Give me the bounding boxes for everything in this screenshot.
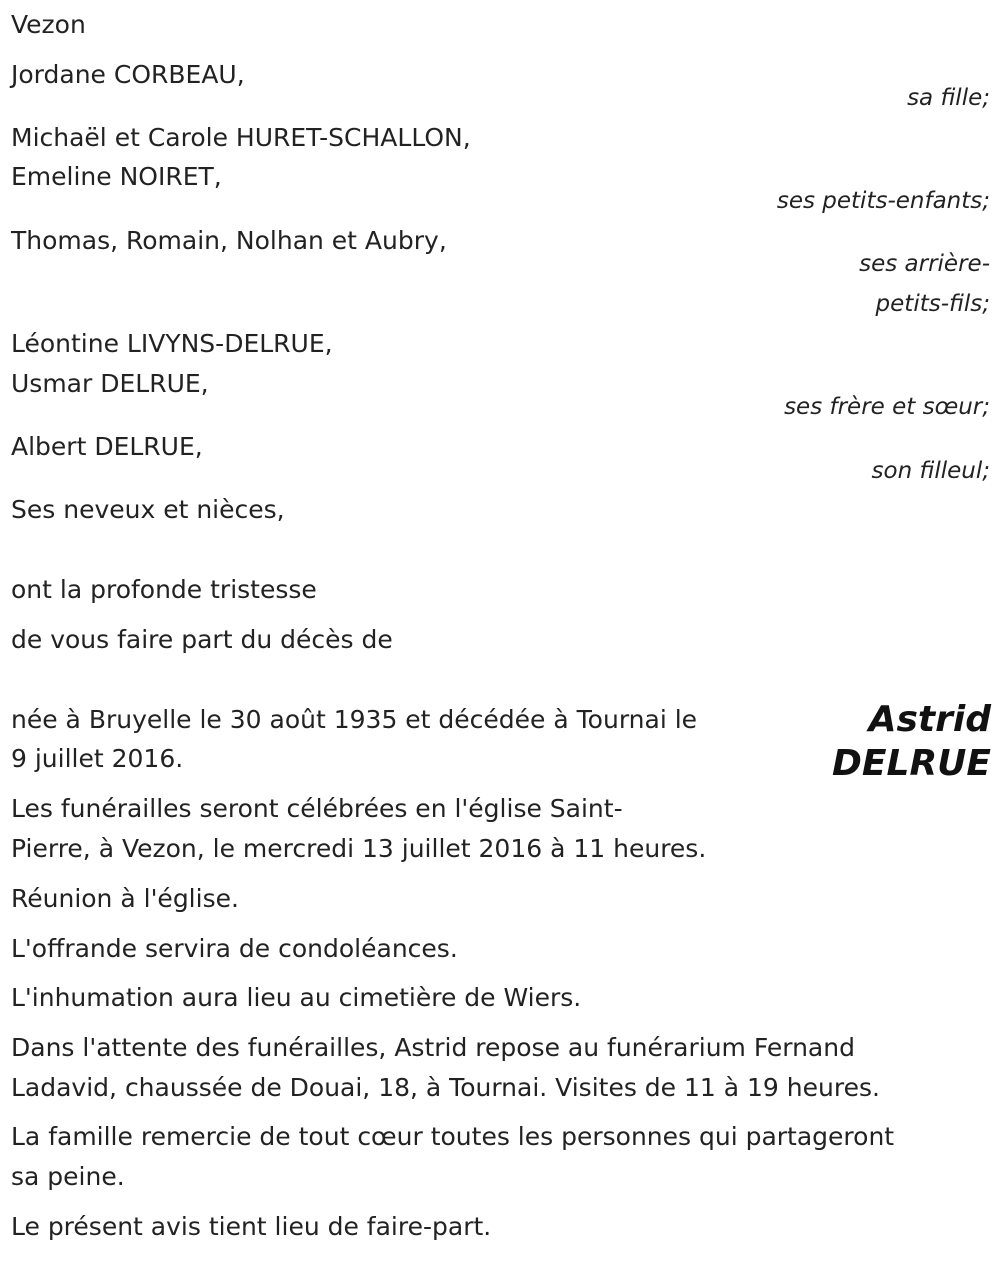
rest-info-line-2: Ladavid, chaussée de Douai, 18, à Tournai. Visites de 11 à 19 heures. <box>11 1073 880 1102</box>
daughter-role: sa fille; <box>907 85 990 111</box>
grandchild-line-2: Emeline NOIRET, <box>11 162 222 191</box>
great-grandchildren-role-line-2: petits-fils; <box>875 291 990 317</box>
godson-role: son filleul; <box>871 458 990 484</box>
meeting-info: Réunion à l'église. <box>11 884 239 913</box>
grandchild-line-1: Michaël et Carole HURET-SCHALLON, <box>11 123 471 152</box>
nephews-nieces: Ses neveux et nièces, <box>11 495 285 524</box>
birth-death-line-2: 9 juillet 2016. <box>11 744 184 773</box>
burial-info: L'inhumation aura lieu au cimetière de Wiers. <box>11 983 582 1012</box>
offering-info: L'offrande servira de condoléances. <box>11 934 458 963</box>
great-grandchildren-role-line-1: ses arrière- <box>859 251 990 277</box>
daughter-name: Jordane CORBEAU, <box>11 60 245 89</box>
great-grandchildren-names: Thomas, Romain, Nolhan et Aubry, <box>11 226 447 255</box>
place-heading: Vezon <box>11 10 86 39</box>
notice-statement: Le présent avis tient lieu de faire-part. <box>11 1212 492 1241</box>
siblings-role: ses frère et sœur; <box>784 394 990 420</box>
funeral-line-2: Pierre, à Vezon, le mercredi 13 juillet 2016 à 11 heures. <box>11 834 707 863</box>
godson-name: Albert DELRUE, <box>11 432 203 461</box>
thanks-line-1: La famille remercie de tout cœur toutes les personnes qui partageront <box>11 1122 895 1151</box>
thanks-line-2: sa peine. <box>11 1162 125 1191</box>
funeral-line-1: Les funérailles seront célébrées en l'église Saint- <box>11 794 623 823</box>
rest-info-line-1: Dans l'attente des funérailles, Astrid repose au funérarium Fernand <box>11 1033 855 1062</box>
announcement-line-1: ont la profonde tristesse <box>11 575 317 604</box>
sibling-line-2: Usmar DELRUE, <box>11 369 209 398</box>
grandchildren-role: ses petits-enfants; <box>776 188 990 214</box>
deceased-name <box>832 698 991 786</box>
deceased-first-name: Astrid <box>868 699 991 740</box>
birth-death-line-1: née à Bruyelle le 30 août 1935 et décédée à Tournai le <box>11 705 698 734</box>
deceased-last-name: DELRUE <box>832 743 991 784</box>
sibling-line-1: Léontine LIVYNS-DELRUE, <box>11 329 333 358</box>
announcement-line-2: de vous faire part du décès de <box>11 625 393 654</box>
